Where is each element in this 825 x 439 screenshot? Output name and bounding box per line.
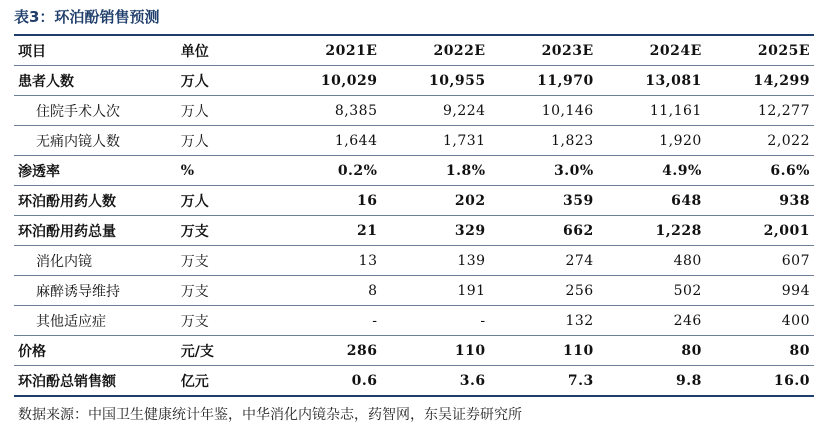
forecast-table (14, 34, 814, 397)
row-unit: 万支 (179, 246, 274, 276)
row-value: 8,385 (273, 96, 381, 126)
table-row-inpatient-surgery (14, 96, 814, 126)
row-name: 环泊酚用药总量 (14, 216, 179, 246)
row-value: 1,644 (273, 126, 381, 156)
row-value: 202 (381, 186, 489, 216)
row-value: 994 (706, 276, 814, 306)
table-title: 表3：环泊酚销售预测 (14, 8, 160, 26)
row-value: 1,731 (381, 126, 489, 156)
row-unit: 万支 (179, 216, 274, 246)
row-unit: 万支 (179, 276, 274, 306)
row-unit: 元/支 (179, 336, 274, 366)
row-value: 13,081 (598, 66, 706, 96)
header-year-2021: 2021E (273, 35, 381, 66)
row-unit: 万支 (179, 306, 274, 336)
row-value: 14,299 (706, 66, 814, 96)
table-row-penetration-rate (14, 156, 814, 186)
table-row-anesthesia (14, 276, 814, 306)
row-value: 3.6 (381, 366, 489, 397)
row-value: 662 (490, 216, 598, 246)
table-row-drug-volume (14, 216, 814, 246)
row-name: 环泊酚总销售额 (14, 366, 179, 397)
row-value: 12,277 (706, 96, 814, 126)
row-name: 其他适应症 (14, 306, 179, 336)
row-value: 10,146 (490, 96, 598, 126)
row-value: 286 (273, 336, 381, 366)
row-value: 16.0 (706, 366, 814, 397)
row-name: 环泊酚用药人数 (14, 186, 179, 216)
row-value: 359 (490, 186, 598, 216)
header-year-2025: 2025E (706, 35, 814, 66)
row-value: 10,955 (381, 66, 489, 96)
row-name: 住院手术人次 (14, 96, 179, 126)
row-value: - (273, 306, 381, 336)
row-value: 110 (381, 336, 489, 366)
row-value: 110 (490, 336, 598, 366)
row-name: 消化内镜 (14, 246, 179, 276)
data-source-note: 数据来源：中国卫生健康统计年鉴，中华消化内镜杂志，药智网，东吴证券研究所 (18, 407, 522, 423)
header-year-2023: 2023E (490, 35, 598, 66)
row-unit: % (179, 156, 274, 186)
table-row-digestive-endoscopy (14, 246, 814, 276)
header-unit: 单位 (179, 35, 274, 66)
row-value: 1,920 (598, 126, 706, 156)
row-value: 10,029 (273, 66, 381, 96)
row-value: 21 (273, 216, 381, 246)
row-value: 11,970 (490, 66, 598, 96)
table-row-total-sales (14, 366, 814, 397)
table-row-other-indications (14, 306, 814, 336)
row-value: 502 (598, 276, 706, 306)
row-unit: 万人 (179, 96, 274, 126)
row-value: 648 (598, 186, 706, 216)
row-name: 价格 (14, 336, 179, 366)
row-value: 8 (273, 276, 381, 306)
row-value: 16 (273, 186, 381, 216)
row-value: 0.2% (273, 156, 381, 186)
row-value: 0.6 (273, 366, 381, 397)
header-year-2024: 2024E (598, 35, 706, 66)
table-row-price (14, 336, 814, 366)
row-value: 80 (598, 336, 706, 366)
row-value: 132 (490, 306, 598, 336)
row-value: 6.6% (706, 156, 814, 186)
row-value: 2,022 (706, 126, 814, 156)
row-value: 7.3 (490, 366, 598, 397)
header-item: 项目 (14, 35, 179, 66)
row-value: 4.9% (598, 156, 706, 186)
row-value: 9,224 (381, 96, 489, 126)
row-unit: 万人 (179, 186, 274, 216)
row-value: 1.8% (381, 156, 489, 186)
row-value: 9.8 (598, 366, 706, 397)
row-unit: 亿元 (179, 366, 274, 397)
row-value: 480 (598, 246, 706, 276)
row-value: 274 (490, 246, 598, 276)
table-row-drug-users (14, 186, 814, 216)
row-value: 11,161 (598, 96, 706, 126)
row-unit: 万人 (179, 66, 274, 96)
table-row-painless-endoscopy (14, 126, 814, 156)
row-value: 139 (381, 246, 489, 276)
row-value: 607 (706, 246, 814, 276)
row-value: - (381, 306, 489, 336)
table-row-patients (14, 66, 814, 96)
row-value: 329 (381, 216, 489, 246)
row-name: 麻醉诱导维持 (14, 276, 179, 306)
row-value: 938 (706, 186, 814, 216)
row-value: 1,823 (490, 126, 598, 156)
row-name: 无痛内镜人数 (14, 126, 179, 156)
row-value: 80 (706, 336, 814, 366)
row-value: 400 (706, 306, 814, 336)
table-header-row (14, 35, 814, 66)
row-value: 3.0% (490, 156, 598, 186)
row-value: 13 (273, 246, 381, 276)
row-value: 1,228 (598, 216, 706, 246)
row-unit: 万人 (179, 126, 274, 156)
row-value: 246 (598, 306, 706, 336)
row-name: 渗透率 (14, 156, 179, 186)
row-value: 256 (490, 276, 598, 306)
row-value: 2,001 (706, 216, 814, 246)
header-year-2022: 2022E (381, 35, 489, 66)
row-name: 患者人数 (14, 66, 179, 96)
row-value: 191 (381, 276, 489, 306)
